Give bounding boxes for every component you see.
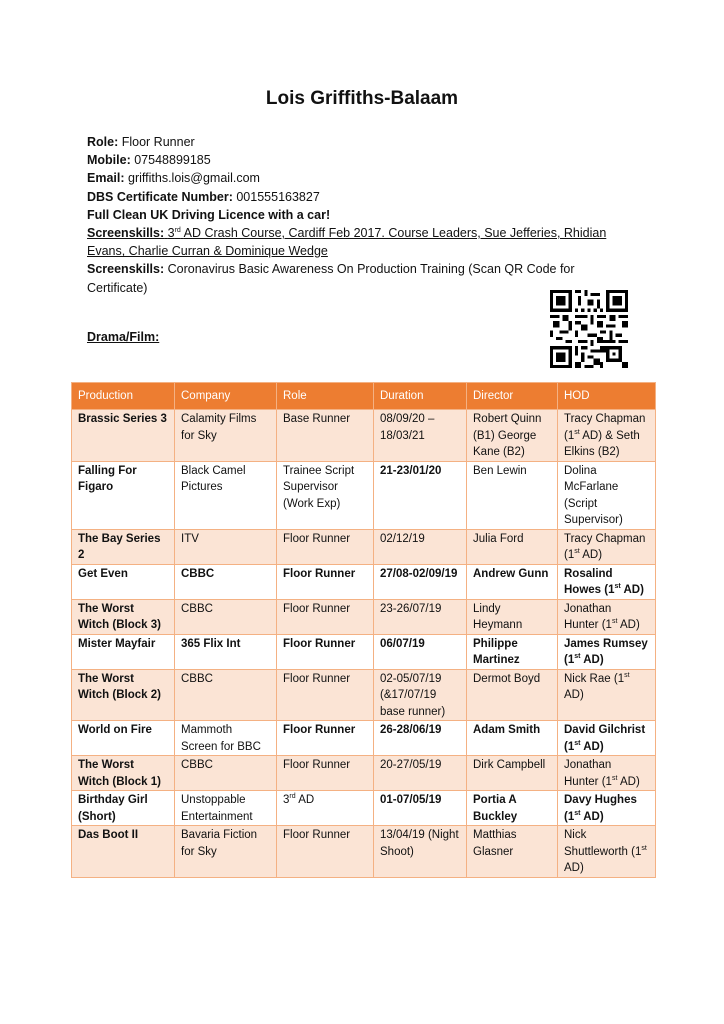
cell-company: CBBC	[175, 756, 277, 791]
cell-hod: Jonathan Hunter (1st AD)	[558, 599, 656, 634]
screenskills-label: Screenskills:	[87, 226, 165, 241]
cell-production: The Bay Series 2	[72, 529, 175, 564]
cell-hod: Dolina McFarlane (Script Supervisor)	[558, 461, 656, 529]
table-row	[72, 529, 656, 564]
header-production: Production	[72, 383, 175, 410]
email-label: Email:	[87, 171, 125, 186]
cell-production: Falling For Figaro	[72, 461, 175, 529]
cell-role: Floor Runner	[277, 599, 374, 634]
cell-role: Floor Runner	[277, 634, 374, 669]
dbs-line	[87, 188, 632, 206]
cell-hod: Tracy Chapman (1st AD)	[558, 529, 656, 564]
cell-production: Das Boot II	[72, 826, 175, 878]
cell-director: Julia Ford	[467, 529, 558, 564]
mobile-line	[87, 151, 632, 169]
cell-role: Trainee Script Supervisor (Work Exp)	[277, 461, 374, 529]
skills1-value: AD Crash Course, Cardiff Feb 2017. Course Leaders, Sue Jefferies, Rhidian Evans, Charlie Curran & Dominique Wedge	[87, 226, 607, 259]
cell-company: 365 Flix Int	[175, 634, 277, 669]
mobile-value: 07548899185	[134, 153, 211, 168]
cell-production: Mister Mayfair	[72, 634, 175, 669]
role-value: Floor Runner	[121, 135, 195, 149]
qr-code-icon[interactable]	[550, 290, 628, 368]
cell-role: Base Runner	[277, 410, 374, 462]
cell-duration: 26-28/06/19	[374, 721, 467, 756]
cell-company: CBBC	[175, 669, 277, 721]
cell-role: Floor Runner	[277, 669, 374, 721]
cell-director: Dirk Campbell	[467, 756, 558, 791]
table-row	[72, 410, 656, 462]
screenskills-crash-course	[87, 224, 632, 260]
cell-hod: David Gilchrist (1st AD)	[558, 721, 656, 756]
table-row	[72, 791, 656, 826]
cell-production: The Worst Witch (Block 1)	[72, 756, 175, 791]
table-row	[72, 669, 656, 721]
cell-duration: 02/12/19	[374, 529, 467, 564]
cell-company: Unstoppable Entertainment	[175, 791, 277, 826]
cell-company: CBBC	[175, 564, 277, 599]
header-director: Director	[467, 383, 558, 410]
table-header-row	[72, 383, 656, 410]
cell-production: World on Fire	[72, 721, 175, 756]
dbs-label: DBS Certificate Number:	[87, 189, 233, 204]
cell-production: Get Even	[72, 564, 175, 599]
header-company: Company	[175, 383, 277, 410]
cell-company: Bavaria Fiction for Sky	[175, 826, 277, 878]
table-row	[72, 634, 656, 669]
cell-company: CBBC	[175, 599, 277, 634]
credits-table	[71, 382, 656, 878]
cell-director: Dermot Boyd	[467, 669, 558, 721]
table-row	[72, 461, 656, 529]
header-hod: HOD	[558, 383, 656, 410]
table-row	[72, 756, 656, 791]
screenskills-label-2: Screenskills:	[87, 262, 165, 277]
table-row	[72, 721, 656, 756]
mobile-label: Mobile:	[87, 153, 131, 168]
cell-company: Calamity Films for Sky	[175, 410, 277, 462]
cell-duration: 13/04/19 (Night Shoot)	[374, 826, 467, 878]
cell-director: Andrew Gunn	[467, 564, 558, 599]
cell-director: Portia A Buckley	[467, 791, 558, 826]
cell-duration: 21-23/01/20	[374, 461, 467, 529]
cell-production: The Worst Witch (Block 3)	[72, 599, 175, 634]
page-title: Lois Griffiths-Balaam	[265, 88, 459, 109]
cell-duration: 06/07/19	[374, 634, 467, 669]
cell-hod: Rosalind Howes (1st AD)	[558, 564, 656, 599]
header-role: Role	[277, 383, 374, 410]
role-label: Role:	[87, 135, 119, 149]
cell-company: Black Camel Pictures	[175, 461, 277, 529]
cell-role: Floor Runner	[277, 529, 374, 564]
cell-hod: Davy Hughes (1st AD)	[558, 791, 656, 826]
cell-director: Matthias Glasner	[467, 826, 558, 878]
table-row	[72, 599, 656, 634]
licence-text: Full Clean UK Driving Licence with a car!	[87, 207, 331, 222]
email-value[interactable]: griffiths.lois@gmail.com	[128, 171, 260, 186]
email-line	[87, 169, 632, 187]
role-line	[87, 133, 632, 151]
cell-duration: 20-27/05/19	[374, 756, 467, 791]
cell-role: Floor Runner	[277, 721, 374, 756]
cell-hod: Nick Shuttleworth (1st AD)	[558, 826, 656, 878]
header-duration: Duration	[374, 383, 467, 410]
cell-duration: 23-26/07/19	[374, 599, 467, 634]
cell-duration: 27/08-02/09/19	[374, 564, 467, 599]
cell-role: Floor Runner	[277, 756, 374, 791]
cell-role: Floor Runner	[277, 826, 374, 878]
cell-hod: James Rumsey (1st AD)	[558, 634, 656, 669]
contact-info	[87, 133, 632, 297]
cell-role: 3rd AD	[277, 791, 374, 826]
table-row	[72, 826, 656, 878]
cell-director: Philippe Martinez	[467, 634, 558, 669]
cell-company: ITV	[175, 529, 277, 564]
section-heading-drama-film: Drama/Film:	[87, 330, 160, 344]
cell-hod: Tracy Chapman (1st AD) & Seth Elkins (B2)	[558, 410, 656, 462]
cell-duration: 02-05/07/19 (&17/07/19 base runner)	[374, 669, 467, 721]
cell-duration: 01-07/05/19	[374, 791, 467, 826]
skills1-sup: rd	[174, 226, 181, 234]
cell-director: Ben Lewin	[467, 461, 558, 529]
skills2-value: Coronavirus Basic Awareness On Production Training (Scan QR Code for Certificate)	[87, 262, 575, 295]
cell-duration: 08/09/20 – 18/03/21	[374, 410, 467, 462]
licence-line	[87, 206, 632, 224]
cell-director: Lindy Heymann	[467, 599, 558, 634]
dbs-value: 001555163827	[236, 189, 320, 204]
cell-director: Robert Quinn (B1) George Kane (B2)	[467, 410, 558, 462]
skills1-number: 3	[167, 226, 175, 241]
cell-hod: Nick Rae (1st AD)	[558, 669, 656, 721]
cell-hod: Jonathan Hunter (1st AD)	[558, 756, 656, 791]
cell-production: The Worst Witch (Block 2)	[72, 669, 175, 721]
cell-role: Floor Runner	[277, 564, 374, 599]
cell-production: Brassic Series 3	[72, 410, 175, 462]
cell-director: Adam Smith	[467, 721, 558, 756]
table-row	[72, 564, 656, 599]
cell-company: Mammoth Screen for BBC	[175, 721, 277, 756]
cell-production: Birthday Girl (Short)	[72, 791, 175, 826]
